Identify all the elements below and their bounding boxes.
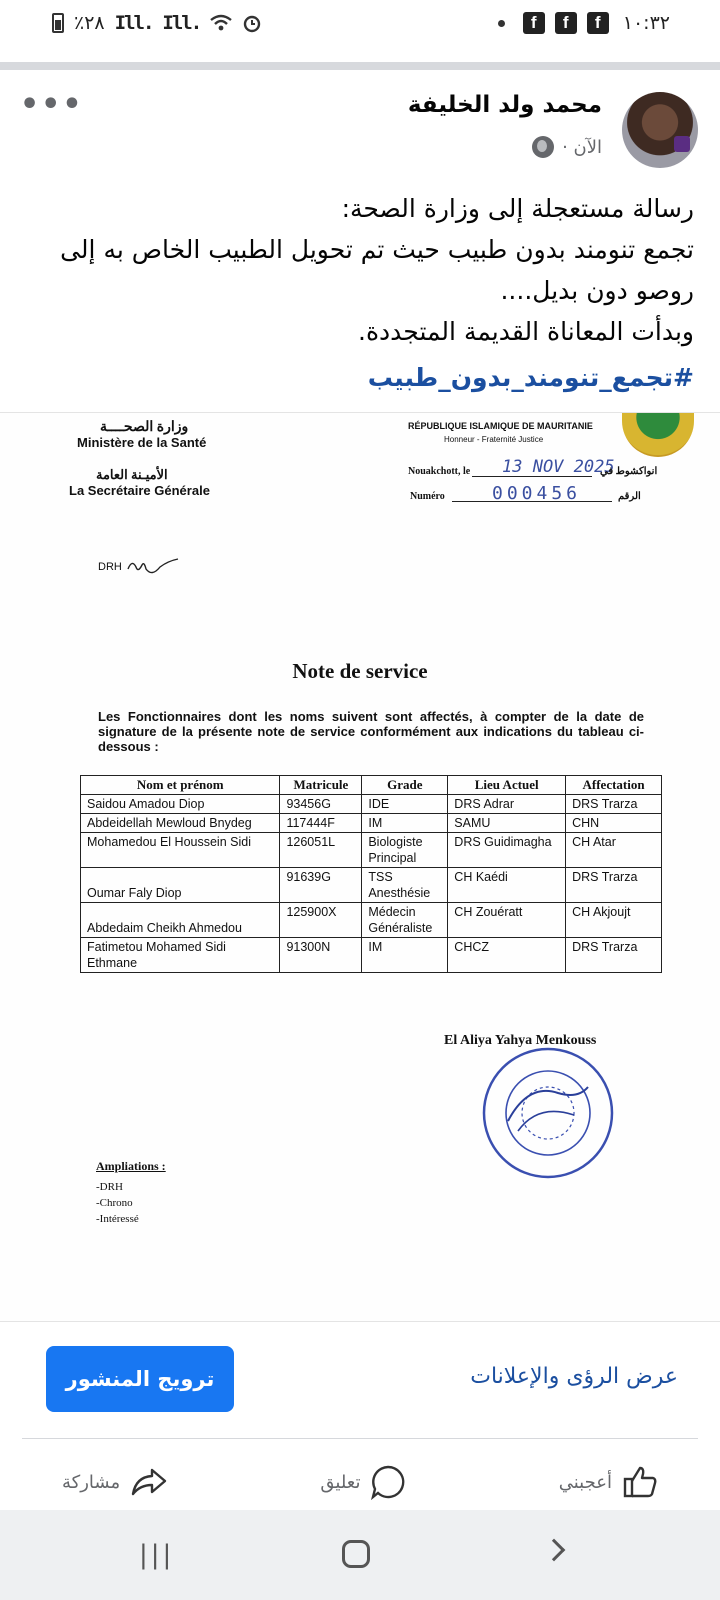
post-time[interactable]: الآن ·: [562, 136, 602, 158]
facebook-notification-icon: f: [587, 12, 609, 34]
table-cell: 91639G: [280, 868, 362, 903]
share-icon: [130, 1466, 168, 1498]
list-item: -DRH: [96, 1181, 123, 1193]
secretary-french: La Secrétaire Générale: [69, 483, 210, 498]
boost-post-button[interactable]: ترويج المنشور: [46, 1346, 234, 1412]
post-text-line: وبدأت المعاناة القديمة المتجددة.: [358, 317, 694, 346]
system-navigation-bar: [0, 1510, 720, 1600]
table-cell: DRS Adrar: [448, 795, 566, 814]
table-cell: Abdedaim Cheikh Ahmedou: [81, 903, 280, 938]
ministry-arabic: وزارة الصحــــة: [100, 420, 189, 435]
table-cell: IM: [362, 938, 448, 973]
document-title: Note de service: [292, 659, 428, 683]
table-header-row: [81, 776, 662, 795]
comment-label: تعليق: [320, 1471, 361, 1493]
like-label: أعجبني: [558, 1471, 612, 1493]
post-text: [18, 188, 694, 352]
notification-dot-icon: [498, 20, 505, 27]
list-item: -Chrono: [96, 1197, 133, 1209]
table-cell: 126051L: [280, 833, 362, 868]
share-label: مشاركة: [62, 1471, 121, 1493]
list-item: -Intéressé: [96, 1213, 139, 1225]
post-text-line: روصو دون بديل....: [500, 276, 694, 305]
share-button[interactable]: [62, 1466, 168, 1498]
reaction-bar: [0, 1454, 720, 1510]
table-cell: IM: [362, 814, 448, 833]
comment-button[interactable]: [320, 1464, 406, 1500]
table-row: [81, 868, 662, 903]
signer-name: El Aliya Yahya Menkouss: [444, 1033, 597, 1048]
more-options-button[interactable]: •••: [20, 87, 84, 122]
alarm-icon: [242, 13, 262, 33]
post-promo-bar: [0, 1338, 720, 1430]
table-cell: CHCZ: [448, 938, 566, 973]
signal-icon: Ill.: [114, 12, 153, 34]
table-row: [81, 903, 662, 938]
globe-icon: [532, 136, 554, 158]
view-insights-link[interactable]: عرض الرؤى والإعلانات: [470, 1364, 678, 1389]
table-cell: CH Kaédi: [448, 868, 566, 903]
post-meta: [532, 136, 602, 158]
table-cell: IDE: [362, 795, 448, 814]
table-cell: Saidou Amadou Diop: [81, 795, 280, 814]
place-label: Nouakchott, le: [408, 466, 471, 477]
table-cell: Médecin Généraliste: [362, 903, 448, 938]
facebook-notification-icon: f: [523, 12, 545, 34]
republic-motto: Honneur - Fraternité Justice: [444, 435, 544, 444]
initials-signature: [126, 555, 180, 579]
status-left: [52, 12, 262, 34]
ampliations-list: [96, 1179, 139, 1227]
thumbs-up-icon: [622, 1464, 658, 1500]
post-text-line: تجمع تنومند بدون طبيب حيث تم تحويل الطبيب الخاص به إلى: [60, 235, 694, 264]
status-right: [498, 12, 670, 34]
divider: [22, 1438, 698, 1439]
table-cell: SAMU: [448, 814, 566, 833]
table-cell: CH Zouératt: [448, 903, 566, 938]
post-header: [0, 86, 720, 176]
status-bar: [0, 0, 720, 58]
wifi-icon: [210, 14, 232, 32]
table-row: [81, 795, 662, 814]
place-label-arabic: انواكشوط في: [600, 466, 658, 477]
table-cell: 117444F: [280, 814, 362, 833]
drh-label: DRH: [98, 561, 122, 573]
like-button[interactable]: [559, 1464, 658, 1500]
column-header: Grade: [362, 776, 448, 795]
assignments-table: [80, 775, 662, 973]
battery-level: ٪٢٨: [74, 12, 105, 34]
table-cell: 91300N: [280, 938, 362, 973]
secretary-arabic: الأميـنة العامة: [96, 467, 168, 482]
table-cell: Abdeidellah Mewloud Bnydeg: [81, 814, 280, 833]
signal-icon-2: Ill.: [162, 12, 201, 34]
clock: ١٠:٣٢: [622, 12, 670, 34]
numero-label-arabic: الرقم: [618, 491, 641, 502]
table-cell: TSS Anesthésie: [362, 868, 448, 903]
top-separator: [0, 62, 720, 70]
table-row: [81, 938, 662, 973]
handwritten-date: 13 NOV 2025: [502, 457, 615, 477]
table-cell: DRS Trarza: [566, 868, 662, 903]
post-text-line: رسالة مستعجلة إلى وزارة الصحة:: [341, 194, 694, 223]
table-cell: 93456G: [280, 795, 362, 814]
ministry-french: Ministère de la Santé: [77, 435, 207, 450]
table-cell: 125900X: [280, 903, 362, 938]
document-intro: Les Fonctionnaires dont les noms suivent sont affectés, à compter de la date de signature de la présente note de service conformément aux indications du tableau ci-dessous :: [98, 709, 644, 754]
home-button[interactable]: [342, 1540, 370, 1568]
badge-icon: [674, 136, 690, 152]
handwritten-number: 000456: [492, 483, 582, 504]
table-cell: Oumar Faly Diop: [81, 868, 280, 903]
official-stamp: [478, 1043, 618, 1183]
ampliations-title: Ampliations :: [96, 1159, 166, 1173]
table-cell: DRS Trarza: [566, 938, 662, 973]
column-header: Matricule: [280, 776, 362, 795]
back-button[interactable]: [543, 1539, 566, 1562]
table-cell: CH Atar: [566, 833, 662, 868]
column-header: Nom et prénom: [81, 776, 280, 795]
table-cell: CHN: [566, 814, 662, 833]
table-cell: Fatimetou Mohamed Sidi Ethmane: [81, 938, 280, 973]
republic-header: RÉPUBLIQUE ISLAMIQUE DE MAURITANIE: [408, 421, 593, 431]
table-cell: CH Akjoujt: [566, 903, 662, 938]
column-header: Lieu Actuel: [448, 776, 566, 795]
post-image-document[interactable]: [0, 412, 720, 1322]
republic-emblem-icon: [622, 413, 694, 457]
table-row: [81, 814, 662, 833]
column-header: Affectation: [566, 776, 662, 795]
numero-label: Numéro: [410, 491, 445, 502]
table-cell: Biologiste Principal: [362, 833, 448, 868]
table-row: [81, 833, 662, 868]
comment-icon: [370, 1464, 406, 1500]
battery-icon: [52, 13, 64, 33]
recent-apps-button[interactable]: |||: [139, 1540, 175, 1570]
table-cell: DRS Trarza: [566, 795, 662, 814]
hashtag-link[interactable]: #تجمع_تنومند_بدون_طبيب: [367, 363, 694, 392]
facebook-notification-icon: f: [555, 12, 577, 34]
author-name[interactable]: محمد ولد الخليفة: [407, 92, 602, 118]
table-cell: Mohamedou El Houssein Sidi: [81, 833, 280, 868]
author-avatar[interactable]: [622, 92, 698, 168]
table-cell: DRS Guidimagha: [448, 833, 566, 868]
